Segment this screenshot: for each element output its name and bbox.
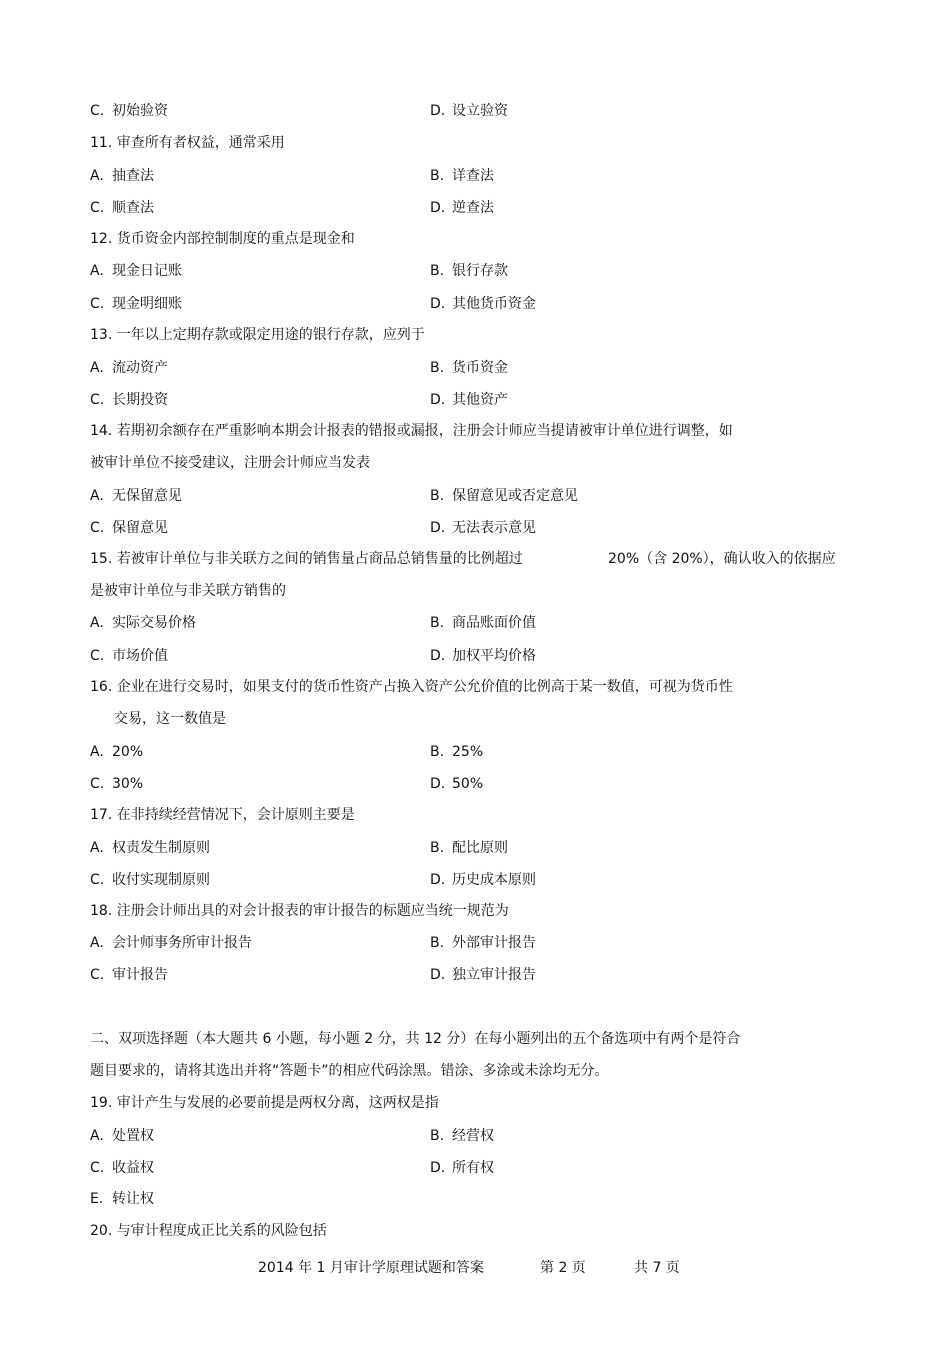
q15-option-d — [430, 645, 536, 667]
q17-stem: 17. 在非持续经营情况下，会计原则主要是 — [90, 807, 355, 823]
q15-stem-line2: 是被审计单位与非关联方销售的 — [90, 583, 286, 599]
q17-option-a — [90, 837, 210, 859]
option-key: A. — [90, 168, 104, 184]
q20-stem: 20. 与审计程度成正比关系的风险包括 — [90, 1223, 327, 1239]
q18-option-a — [90, 932, 252, 954]
q12-option-b — [430, 260, 508, 282]
q16-stem-line2: 交易，这一数值是 — [114, 711, 226, 727]
option-text: 审计报告 — [112, 967, 168, 983]
option-text: 市场价值 — [112, 648, 168, 664]
option-key: D. — [430, 1160, 446, 1176]
footer-page-number: 第 2 页 — [540, 1260, 586, 1276]
option-text: 50% — [452, 776, 484, 792]
option-key: D. — [430, 648, 446, 664]
option-text: 20% — [112, 744, 144, 760]
option-text: 会计师事务所审计报告 — [112, 935, 252, 951]
q15-option-b — [430, 612, 536, 634]
q15-option-c — [90, 645, 168, 667]
option-text: 货币资金 — [452, 360, 508, 376]
page-footer — [0, 1257, 950, 1279]
option-key: D. — [430, 296, 446, 312]
q16-option-a — [90, 741, 143, 763]
option-key: C. — [90, 392, 105, 408]
q13-option-a — [90, 357, 168, 379]
option-text: 30% — [112, 776, 144, 792]
option-text: 收益权 — [112, 1160, 154, 1176]
q18-option-d — [430, 964, 536, 986]
option-key: D. — [430, 200, 446, 216]
option-key: A. — [90, 935, 104, 951]
q12-option-a — [90, 260, 182, 282]
q10-option-c — [90, 100, 168, 122]
q16-option-c — [90, 773, 143, 795]
q16-option-d — [430, 773, 483, 795]
option-text: 转让权 — [112, 1191, 154, 1207]
option-text: 历史成本原则 — [452, 872, 536, 888]
q12-stem: 12. 货币资金内部控制制度的重点是现金和 — [90, 231, 355, 247]
option-key: A. — [90, 360, 104, 376]
option-text: 其他资产 — [452, 392, 508, 408]
option-key: D. — [430, 872, 446, 888]
option-text: 保留意见或否定意见 — [452, 488, 578, 504]
option-key: A. — [90, 263, 104, 279]
option-key: D. — [430, 967, 446, 983]
option-key: D. — [430, 776, 446, 792]
option-text: 配比原则 — [452, 840, 508, 856]
option-text: 商品账面价值 — [452, 615, 536, 631]
option-key: B. — [430, 1128, 445, 1144]
option-text: 实际交易价格 — [112, 615, 196, 631]
q18-option-b — [430, 932, 536, 954]
option-text: 无法表示意见 — [452, 520, 536, 536]
option-text: 顺查法 — [112, 200, 154, 216]
option-key: B. — [430, 360, 445, 376]
option-key: B. — [430, 488, 445, 504]
option-text: 现金日记账 — [112, 263, 182, 279]
option-key: A. — [90, 1128, 104, 1144]
option-text: 经营权 — [452, 1128, 494, 1144]
option-key: A. — [90, 615, 104, 631]
option-text: 权责发生制原则 — [112, 840, 210, 856]
option-key: A. — [90, 744, 104, 760]
q17-option-c — [90, 869, 210, 891]
q19-option-a — [90, 1125, 154, 1147]
q16-option-b — [430, 741, 483, 763]
q19-option-b — [430, 1125, 494, 1147]
q17-option-d — [430, 869, 536, 891]
q19-stem: 19. 审计产生与发展的必要前提是两权分离，这两权是指 — [90, 1095, 439, 1111]
option-key: C. — [90, 648, 105, 664]
option-key: C. — [90, 520, 105, 536]
option-text: 25% — [452, 744, 484, 760]
option-key: B. — [430, 615, 445, 631]
option-key: B. — [430, 263, 445, 279]
q18-option-c — [90, 964, 168, 986]
q13-option-c — [90, 389, 168, 411]
q11-option-a — [90, 165, 154, 187]
q14-option-b — [430, 485, 578, 507]
option-key: C. — [90, 296, 105, 312]
option-key: C. — [90, 1160, 105, 1176]
q14-option-c — [90, 517, 168, 539]
option-key: B. — [430, 744, 445, 760]
option-key: C. — [90, 103, 105, 119]
option-text: 逆查法 — [452, 200, 494, 216]
q12-option-c — [90, 293, 182, 315]
q11-option-d — [430, 197, 494, 219]
option-key: D. — [430, 520, 446, 536]
option-text: 无保留意见 — [112, 488, 182, 504]
q11-stem: 11. 审查所有者权益，通常采用 — [90, 135, 285, 151]
option-text: 设立验资 — [452, 103, 508, 119]
section2-instructions: 题目要求的，请将其选出并将“答题卡”的相应代码涂黑。错涂、多涂或未涂均无分。 — [90, 1063, 609, 1079]
option-key: A. — [90, 488, 104, 504]
option-key: C. — [90, 967, 105, 983]
q13-option-d — [430, 389, 508, 411]
footer-title: 2014 年 1 月审计学原理试题和答案 — [258, 1260, 484, 1276]
option-key: B. — [430, 935, 445, 951]
option-key: D. — [430, 103, 446, 119]
q10-option-d — [430, 100, 508, 122]
q14-option-a — [90, 485, 182, 507]
option-key: D. — [430, 392, 446, 408]
option-text: 外部审计报告 — [452, 935, 536, 951]
q11-option-c — [90, 197, 154, 219]
option-text: 其他货币资金 — [452, 296, 536, 312]
option-key: B. — [430, 168, 445, 184]
q18-stem: 18. 注册会计师出具的对会计报表的审计报告的标题应当统一规范为 — [90, 903, 509, 919]
option-key: A. — [90, 840, 104, 856]
q12-option-d — [430, 293, 536, 315]
q11-option-b — [430, 165, 494, 187]
q14-stem: 14. 若期初余额存在严重影响本期会计报表的错报或漏报，注册会计师应当提请被审计单位进行调整，如 — [90, 423, 733, 439]
option-text: 流动资产 — [112, 360, 168, 376]
option-text: 详查法 — [452, 168, 494, 184]
q13-option-b — [430, 357, 508, 379]
q15-stem-tail: 20%（含 20%），确认收入的依据应 — [608, 551, 836, 567]
option-key: C. — [90, 200, 105, 216]
q19-option-d — [430, 1157, 494, 1179]
q14-option-d — [430, 517, 536, 539]
footer-total-pages: 共 7 页 — [634, 1260, 680, 1276]
option-text: 保留意见 — [112, 520, 168, 536]
option-key: C. — [90, 776, 105, 792]
q19-option-c — [90, 1157, 154, 1179]
option-key: C. — [90, 872, 105, 888]
option-text: 长期投资 — [112, 392, 168, 408]
q13-stem: 13. 一年以上定期存款或限定用途的银行存款，应列于 — [90, 327, 425, 343]
q15-option-a — [90, 612, 196, 634]
q17-option-b — [430, 837, 508, 859]
option-key: E. — [90, 1191, 104, 1207]
option-key: B. — [430, 840, 445, 856]
option-text: 独立审计报告 — [452, 967, 536, 983]
q16-stem: 16. 企业在进行交易时，如果支付的货币性资产占换入资产公允价值的比例高于某一数值，可视为货币性 — [90, 679, 733, 695]
q19-option-e — [90, 1188, 154, 1210]
option-text: 加权平均价格 — [452, 648, 536, 664]
option-text: 收付实现制原则 — [112, 872, 210, 888]
option-text: 抽查法 — [112, 168, 154, 184]
option-text: 处置权 — [112, 1128, 154, 1144]
option-text: 现金明细账 — [112, 296, 182, 312]
q15-stem: 15. 若被审计单位与非关联方之间的销售量占商品总销售量的比例超过 — [90, 551, 523, 567]
section2-heading: 二、双项选择题（本大题共 6 小题，每小题 2 分，共 12 分）在每小题列出的五个备选项中有两个是符合 — [90, 1031, 741, 1047]
option-text: 所有权 — [452, 1160, 494, 1176]
q14-stem-line2: 被审计单位不接受建议，注册会计师应当发表 — [90, 455, 370, 471]
option-text: 银行存款 — [452, 263, 508, 279]
option-text: 初始验资 — [112, 103, 168, 119]
